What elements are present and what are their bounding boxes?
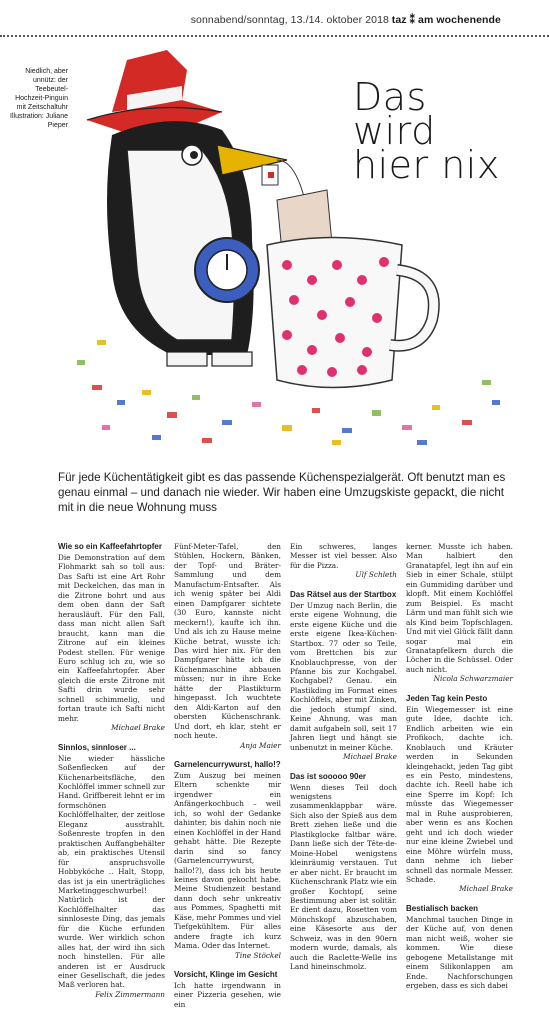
section-heading: Jeden Tag kein Pesto <box>406 693 488 703</box>
article-columns <box>58 542 513 1009</box>
author: Michael Brake <box>111 723 165 733</box>
headline-line-1: Das <box>353 75 427 119</box>
image-caption: Niedlich, aber unnütz: der Teebeutel-Hochzeit-Pinguin mit Zeitschaltuhr Illustration: Juliane Pieper <box>10 68 68 129</box>
author: Michael Brake <box>343 752 397 762</box>
headline-line-3: hier nix <box>353 143 500 187</box>
headline-line-2: wird <box>353 109 436 153</box>
section-text: Ein schweres, langes Messer ist viel besser. Also für die Pizza. <box>290 542 397 570</box>
section-text: Der Umzug nach Berlin, die erste eigene Wohnung, die erste eigene Küche und die erste eigene Ikea-Küchen-Startbox. 77 oder so Teile, vom Brettchen bis zur Knoblauchpresse, von der Pfanne bis zur Kochgabel. Kochgabel? Genau. ein Plastikding im Format eines Kochlöffels, aber mit Zinken, die jedoch stumpf sind. Keine Ahnung, was man damit aufgabeln soll, seit 17 Jahren liegt und hängt sie unbenutzt in meiner Küche. <box>290 600 397 752</box>
penguin <box>107 121 287 366</box>
section-text: Wenn dieses Teil doch wenigstens zusammenklappbar wäre. Sich also der Spieß aus dem Brett ziehen ließe und die Plastikglocke faltbar wäre. Dann ließe sich der Tête-de-Moine-Hobel wenigstens kleinräumig verstauen. Tut er aber nicht. Er braucht im Küchenschrank Platz wie ein großer Kochtopf, seine Bestimmung aber ist solitär. Er dient dazu, Rosetten vom Mönchskopf abzuschaben, eine Käsesorte aus der Schweiz, was in den 90ern modern wurde, damals, als auch die Raclette-Welle ins Land hineinschmolz. <box>290 782 397 972</box>
author: Nicola Schwarzmaier <box>433 674 513 684</box>
header-brand: taz ⁑ am wochenende <box>391 14 501 26</box>
header-dotted-rule <box>0 35 549 37</box>
lead-paragraph: Für jede Küchentätigkeit gibt es das passende Küchenspezialgerät. Oft benutzt man es genau einmal – und danach nie wieder. Wir haben eine Umzugskiste gepackt, die nicht mit in die neue Wohnung muss <box>58 471 506 514</box>
author: Michael Brake <box>459 884 513 894</box>
author: Tine Stöckel <box>234 950 281 960</box>
author: Ulf Schleth <box>355 570 397 580</box>
section-heading: Garnelencurrywurst, hallo!? <box>174 759 281 769</box>
headline <box>353 75 513 187</box>
section-heading: Das Rätsel aus der Startbox <box>290 589 397 599</box>
author: Felix Zimmermann <box>95 989 165 999</box>
section-heading: Sinnlos, sinnloser ... <box>58 742 136 752</box>
section-text: kerner. Musste ich haben. Man halbiert den Granatapfel, legt ihn auf ein Sieb in einer Schale, stülpt ein Gummiding darüber und klopft. Mit einem Kochlöffel zum Beispiel. Es macht Lärm und man fühlt sich wie als Kind beim Topfschlagen. Und mit viel Glück fällt dann sogar mal ein Granatapfelkern durch die Löcher in die Schüssel. Oder auch nicht. <box>406 542 513 674</box>
column-4 <box>406 542 513 990</box>
section-text: Zum Auszug bei meinen Eltern schenkte mir irgendwer ein Anfängerkochbuch – weil ich, so wohl der Gedanke dahinter, bis dahin noch nie einen Kochlöffel in der Hand gehabt hätte. Die Rezepte darin sind so fancy (Garnelencurrywurst, hallo!?), dass ich bis heute keines davon gekocht habe. Meine Studienzeit bestand dann doch sehr unkreativ aus Pommes, Spaghetti mit Käse, mehr Pommes und viel Tiefgekühltem. Für alles andere fragte ich kurz Mama. Oder das Internet. <box>174 770 281 951</box>
section-heading: Wie so ein Kaffeefahrtopfer <box>58 542 162 551</box>
section-text: Ein Wiegemesser ist eine gute Idee, dachte ich. Endlich arbeiten wie ein Profikoch, dachte ich. Knoblauch und Kräuter werden in Sekunden kleingehackt, jeden Tag gibt es ein Pesto, mindestens, dachte ich. Reell habe ich eine Sperre im Kopf: Ich müsste das Wiegemesser mal in Ruhe ausprobieren, aber wenn es ans Kochen geht und ich doch wieder nur eine kleine Zwiebel und eine Möhre würfeln muss, dann nehme ich lieber schnell das normale Messer. Schade. <box>406 704 513 884</box>
section-heading: Vorsicht, Klinge im Gesicht <box>174 970 278 980</box>
section-text: Die Demonstration auf dem Flohmarkt sah so toll aus: Das Safti ist eine Art Rohr mit Deckelchen, das man in die Zitrone bohrt und aus dem oben dann der Saft herausläuft. Für den Fall, dass man nicht allen Saft braucht, kann man die Zitrone auf ein kleines Podest stellen. Für wenige Euro schlug ich zu, wie so ein Kaffeefahrtopfer. Aber gleich die erste Zitrone mit Safti drin wurde sehr schnell schimmelig, und fortan traute ich Safti nicht mehr. <box>58 553 165 723</box>
column-1 <box>58 542 165 1009</box>
page-header <box>0 0 549 34</box>
section-text: Ich hatte irgendwann in einer Pizzeria gesehen, wie ein <box>174 981 281 1009</box>
section-text: Fünf-Meter-Tafel, den Stühlen, Hockern, Bänken, der Topf- und Bräter-Sammlung und dem Manufactum-Entsafter. Als ich wenig später bei Aldi einen Dampfgarer sichtete (30 Euro, kannste nicht meckern!), kaufte ich ihn. Und als ich zu Hause meine Küche betrat, wusste ich: Das wird hier nix. Für den Dampfgarer hätte ich die Küchenmaschine abbauen müssen; nur in ihre Ecke hätte der Plastikturm hingepasst. Ich wuchtete den Aldi-Karton auf den obersten Küchenschrank. Und dort, eh klar, steht er noch heute. <box>174 542 281 741</box>
section-heading: Bestialisch backen <box>406 903 479 913</box>
polka-dot-mug <box>267 238 434 388</box>
header-date: sonnabend/sonntag, 13./14. oktober 2018 <box>190 14 389 26</box>
red-hat <box>87 50 222 135</box>
section-text: Nie wieder hässliche Soßenflecken auf der Küchenarbeitsfläche, den Kochlöffel immer schnell zur Hand. Griffbereit lehnt er im formschönen Kochlöffelhalter, der zeitlose Eleganz ausstrahlt. Soßenreste tropfen in den praktischen Auffangbehälter ab, ein praktisches Utensil für anspruchsvolle Hobbyköche .. Halt, Stopp, das ist ja ein unerträgliches Marketinggeschwurbel! Natürlich ist der Kochlöffelhalter das sinnloseste Ding, das jemals für die Küche erfunden wurde. Wer wirklich schon alles hat, der wird ihn sich noch hinstellen. Für alle anderen ist er Ausdruck einer Gesellschaft, die jedes Maß verloren hat. <box>58 753 165 990</box>
section-text: Manchmal tauchen Dinge in der Küche auf, von denen man nicht weiß, woher sie kommen. Wie diese gebogene Metallstange mit einem Silikonlappen am Ende. Nachforschungen ergeben, dass es sich dabei <box>406 914 513 991</box>
author: Anja Maier <box>240 740 281 750</box>
header-line <box>191 14 501 26</box>
column-3 <box>290 542 397 972</box>
section-heading: Das ist sooooo 90er <box>290 771 367 781</box>
column-2 <box>174 542 281 1009</box>
